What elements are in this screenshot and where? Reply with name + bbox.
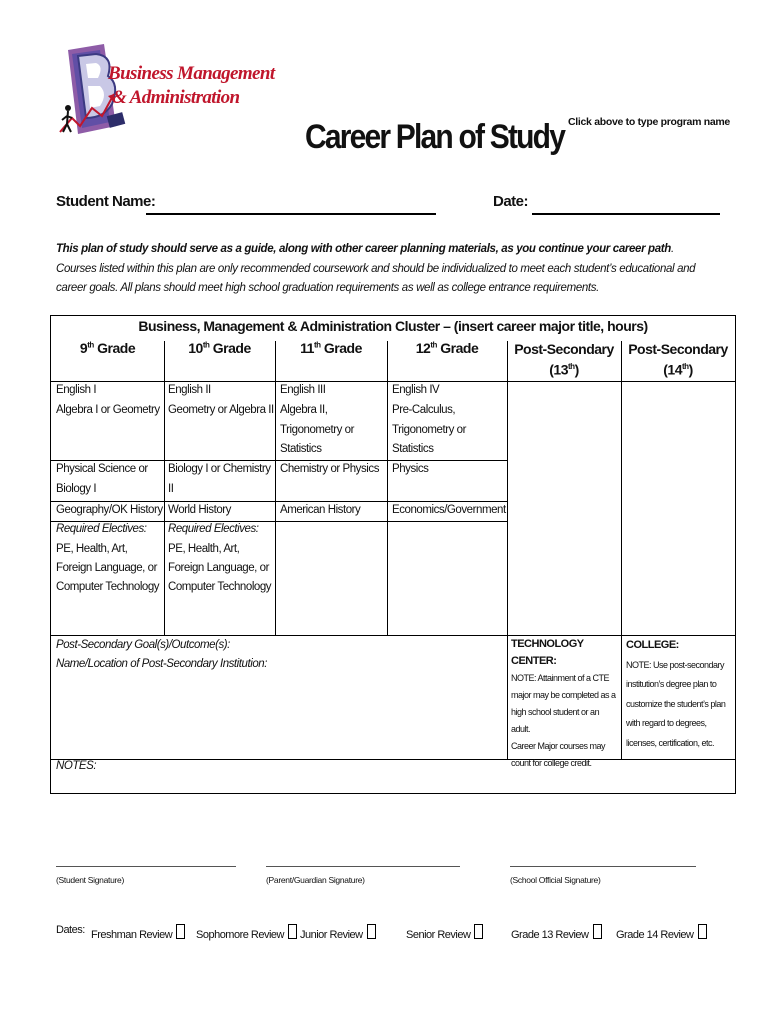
sophomore-review[interactable] <box>196 924 297 941</box>
grade11-math-2: Trigonometry or <box>280 424 354 436</box>
grade11-science: Chemistry or Physics <box>280 463 379 475</box>
freshman-review-checkbox[interactable] <box>176 924 185 939</box>
grade12-math-1: Pre-Calculus, <box>392 404 456 416</box>
intro-rest-text: . Courses listed within this plan are only recommended coursework and should be individualized to meet each student’s educational and career goals. All plans should meet high school graduation requirements as well as college entrance requirements. <box>56 243 696 294</box>
senior-review[interactable] <box>406 924 483 941</box>
grade12-english: English IV <box>392 384 440 396</box>
college-note-line: with regard to degrees, <box>626 718 707 728</box>
grade10-social: World History <box>168 504 231 516</box>
grade11-english: English III <box>280 384 326 396</box>
grade9-electives-title: Required Electives: <box>56 523 147 535</box>
student-name-label: Student Name: <box>56 193 156 210</box>
grade13-review-checkbox[interactable] <box>593 924 602 939</box>
date-field[interactable] <box>532 213 720 215</box>
technology-center-note <box>511 636 619 772</box>
header-grade-10: 10th Grade <box>188 340 251 356</box>
sophomore-review-checkbox[interactable] <box>288 924 297 939</box>
tech-note-line: major may be completed as a <box>511 690 616 700</box>
dates-label: Dates: <box>56 924 85 936</box>
grade10-electives-2: Foreign Language, or <box>168 562 269 574</box>
grade10-math: Geometry or Algebra II <box>168 404 274 416</box>
logo-text-line2: & Administration <box>112 87 240 108</box>
grade10-science-2: II <box>168 483 174 495</box>
cluster-title[interactable]: Business, Management & Administration Cluster – (insert career major title, hours) <box>138 318 648 334</box>
grade10-electives-1: PE, Health, Art, <box>168 543 240 555</box>
grade11-social: American History <box>280 504 361 516</box>
senior-review-checkbox[interactable] <box>474 924 483 939</box>
grade11-math-1: Algebra II, <box>280 404 328 416</box>
freshman-review[interactable] <box>91 924 185 941</box>
grade13-review-label: Grade 13 Review <box>511 929 589 941</box>
student-signature-label: (Student Signature) <box>56 875 125 885</box>
college-title: COLLEGE: <box>626 639 679 651</box>
technology-center-title: TECHNOLOGY CENTER: <box>511 638 584 667</box>
student-signature-line[interactable] <box>56 866 236 867</box>
grade12-social: Economics/Government <box>392 504 506 516</box>
post-secondary-institution-label[interactable]: Name/Location of Post-Secondary Institution: <box>56 658 267 670</box>
tech-note-line: NOTE: Attainment of a CTE <box>511 673 610 683</box>
grade10-english: English II <box>168 384 211 396</box>
junior-review-label: Junior Review <box>300 929 363 941</box>
grade9-math: Algebra I or Geometry <box>56 404 160 416</box>
parent-signature-label: (Parent/Guardian Signature) <box>266 875 365 885</box>
header-grade-12: 12th Grade <box>415 340 479 356</box>
grade9-english: English I <box>56 384 97 396</box>
parent-signature-line[interactable] <box>266 866 460 867</box>
grade10-electives-title: Required Electives: <box>168 523 259 535</box>
intro-paragraph <box>56 240 716 299</box>
college-note-line: licenses, certification, etc. <box>626 737 715 748</box>
grade9-science-1: Physical Science or <box>56 463 148 475</box>
grade9-social: Geography/OK History <box>56 504 163 516</box>
post-secondary-goals-label[interactable]: Post-Secondary Goal(s)/Outcome(s): <box>56 639 230 651</box>
grade11-math-3: Statistics <box>280 443 322 455</box>
grade9-electives-2: Foreign Language, or <box>56 562 157 574</box>
tech-note-line: high school student or an adult. <box>511 707 600 734</box>
college-note-line: customize the student’s plan <box>626 698 726 709</box>
college-note-line: institution’s degree plan to <box>626 679 717 689</box>
plan-table <box>50 315 736 794</box>
date-label: Date: <box>493 193 529 210</box>
grade12-math-2: Trigonometry or <box>392 424 466 436</box>
grade9-electives-1: PE, Health, Art, <box>56 543 128 555</box>
page-title: Career Plan of Study <box>305 118 565 156</box>
logo-text-line1: Business Management <box>108 63 275 84</box>
grade14-review-label: Grade 14 Review <box>616 929 694 941</box>
student-name-field[interactable] <box>146 213 436 215</box>
grade9-electives-3: Computer Technology <box>56 581 160 593</box>
grade14-review-checkbox[interactable] <box>698 924 707 939</box>
freshman-review-label: Freshman Review <box>91 929 173 941</box>
grade12-science: Physics <box>392 463 429 475</box>
header-post-secondary-14: Post-Secondary (14th) <box>628 341 728 378</box>
grade10-science-1: Biology I or Chemistry <box>168 463 271 475</box>
college-note-line: NOTE: Use post-secondary <box>626 659 725 670</box>
official-signature-label: (School Official Signature) <box>510 875 601 885</box>
header-grade-11: 11th Grade <box>300 340 362 356</box>
grade14-review[interactable] <box>616 924 707 941</box>
sophomore-review-label: Sophomore Review <box>196 929 284 941</box>
program-name-hint[interactable]: Click above to type program name <box>568 116 730 128</box>
official-signature-line[interactable] <box>510 866 696 867</box>
intro-bold-text: This plan of study should serve as a guide, along with other career planning materials, as you continue your career path <box>56 243 671 255</box>
tech-note-line: Career Major courses may <box>511 741 606 751</box>
grade10-electives-3: Computer Technology <box>168 581 272 593</box>
header-post-secondary-13: Post-Secondary (13th) <box>514 341 614 378</box>
junior-review-checkbox[interactable] <box>367 924 376 939</box>
junior-review[interactable] <box>300 924 376 941</box>
header-grade-9: 9th Grade <box>79 340 136 356</box>
grade9-science-2: Biology I <box>56 483 97 495</box>
tech-note-line: count for college credit. <box>511 758 592 768</box>
senior-review-label: Senior Review <box>406 929 471 941</box>
college-note <box>626 636 734 753</box>
grade13-review[interactable] <box>511 924 602 941</box>
notes-label[interactable]: NOTES: <box>56 760 97 772</box>
grade12-math-3: Statistics <box>392 443 434 455</box>
